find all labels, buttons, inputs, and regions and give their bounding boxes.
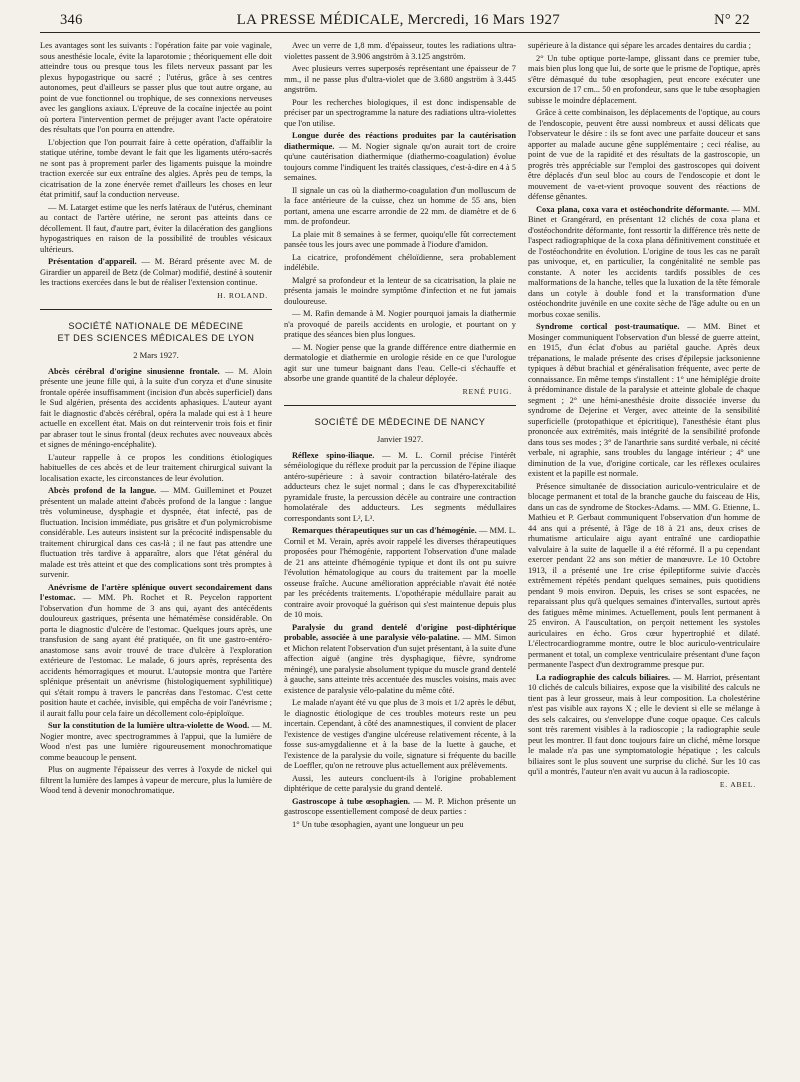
paragraph: Pour les recherches biologiques, il est donc indispensable de préciser par un spectrogramme la nature des radiations ultra-violettes que l'on utilise. — [284, 97, 516, 128]
issue-number: N° 22 — [714, 12, 750, 28]
society-heading: SOCIÉTÉ NATIONALE DE MÉDECINE ET DES SCIENCES MÉDICALES DE LYON — [57, 321, 255, 343]
paragraph: L'auteur rappelle à ce propos les conditions étiologiques habituelles de ces abcès et de leur traitement chirurgical suivant la localisation exacte, les circonstances de leur évolution. — [40, 452, 272, 483]
page-number: 346 — [60, 12, 83, 28]
column-2 — [284, 41, 516, 832]
paragraph: — M. Nogier pense que la grande différence entre diathermie en dermatologie et diathermie en urologie réside en ce que l'urologue agit sur une tumeur baignant dans l'eau. Celle-ci s'échauffe et absorbe une grande quantité de la chaleur déployée. — [284, 342, 516, 383]
paragraph: Avec plusieurs verres superposés représentant une épaisseur de 7 mm., il ne passe plus d'ultra-violet que de 3.680 angström à 3.445 angström. — [284, 64, 516, 94]
paragraph: Le malade n'ayant été vu que plus de 3 mois et 1/2 après le début, le diagnostic étiologique de ces troubles moteurs reste un peu incertain. Cependant, à côté des anamnestiques, il convient de placer l'existence de vestiges d'angine ulcéreuse relativement récente, à la fosse sus-amygdalienne et à la base de la luette à gauche, et l'existence de la paralysie du voile, signature si fréquente du bacille de Loeffler, qu'on ne retrouve plus actuellement aux prélèvements. — [284, 698, 516, 770]
paragraph: Présentation d'appareil. — M. Bérard présente avec M. de Girardier un appareil de Betz (de Colmar) modifié, destiné à soutenir les tractions exercées dans le but de réaliser l'extension continue. — [40, 257, 273, 287]
article-columns — [40, 41, 760, 832]
paragraph: Syndrome cortical post-traumatique. — MM. Binet et Mosinger communiquent l'observation d'un blessé de guerre atteint, en 1915, d'un éclat d'obus au pariétal gauche. Après deux trépanations, le malade présente des crises d'épilepsie jacksonienne typiques à début brachial et généralisation fréquente, avec perte de connaissance. En même temps s'installent : 1° une hémiplégie droite à prédominance distale de la paralysie et atteinte globale de chaque segment ; 2° une hémi-anesthésie droite dissociée inverse du syndrome de Dejerine et Verger, avec atteinte de la sensibilité superficielle (protopathique et épicritique), l'anesthésie étant plus prononcée aux extrémités, mais intégrité de la sensibilité profonde dans tous ses modes ; 3° de l'anarthrie sans surdité verbale, ni cécité verbale, ni agraphie, sans troubles du langage intérieur ; 4° une diminution de la vue, d'origine corticale, car les réflexes oculaires existent et la papille est normale. — [528, 322, 760, 478]
page-header — [40, 12, 760, 33]
society-heading: SOCIÉTÉ DE MÉDECINE DE NANCY — [314, 417, 486, 427]
paragraph: La plaie mit 8 semaines à se fermer, quoiqu'elle fût correctement pansée tous les jours avec une pommade à l'iodure d'amidon. — [284, 229, 516, 249]
paragraph: Gastroscope à tube œsophagien. — M. P. Michon présente un gastroscope essentiellement composé de deux parties : — [284, 796, 516, 816]
paragraph: Abcès cérébral d'origine sinusienne frontale. — M. Aloin présente une jeune fille qui, à la suite d'un coryza et d'une sinusite frontale opérée insuffisamment (incision d'un abcès superficiel) dans le Sud algérien, présenta des accidents aphasiques. L'auteur ayant fait le diagnostic d'abcès cérébral, opéra la malade qui est à 1 heure actuelle en excellent état. Mais on dut reintervenir trois fois et finir par abraser tout le sinus frontal (deux rechutes avec nouveaux abcès et signes de méningo-encéphalite). — [40, 366, 272, 449]
paragraph: supérieure à la distance qui sépare les arcades dentaires du cardia ; — [528, 41, 751, 50]
paragraph: Les avantages sont les suivants : l'opération faite par voie vaginale, sous anesthésie locale, évite la laparotomie ; théoriquement elle doit atteindre tous ou presque tous les filets nerveux passant par les plexus hypogastrique ou sacré ; l'utérus, grâce à ses centres autonomes, peut d'ailleurs se passer plus que tout autre organe, au point de vue fonctionnel ou trophique, de ses connexions nerveuses avec les ganglions axiaux. L'épreuve de la cocaïne injectée au point où portera l'intervention permet de préjuger avant l'acte opératoire des résultats que l'on pourra en attendre. — [40, 41, 272, 134]
paragraph: La radiographie des calculs biliaires. — M. Harriot, présentant 10 clichés de calculs biliaires, expose que la visibilité des calculs ne tient pas à leur grosseur, mais à leur composition. La cholestérine n'est pas visible aux rayons X ; elle le devient si elle se mélange à des sels calcaires, ou s'enveloppe d'une coque opaque. Ces calculs sont très rarement visibles à la radioscopie ; la radiographie seule peut les montrer. Il faut donc toujours faire un cliché, même lorsque le malade n'a pas une symptomatologie hépatique ; les calculs biliaires sont le plus souvent une surprise du cliché. Sur les 10 cas qu'il a montrés, l'auteur n'en avait vu aucun à la radioscopie. — [528, 672, 760, 776]
section-divider — [284, 405, 516, 406]
column-3 — [528, 41, 760, 832]
signature: RENÉ PUIG. — [462, 386, 512, 396]
signature: H. ROLAND. — [217, 290, 268, 300]
paragraph: Abcès profond de la langue. — MM. Guilleminet et Pouzet présentent un malade atteint d'abcès profond de la langue : langue très volumineuse, dysphagie et dyspnée, état infecté, pas de fluctuation. Incision immédiate, pus grisâtre et d'un polymicrobisme considérable. Les auteurs insistent sur la précocité indispensable du traitement chirurgical dans ces cas-là ; il ne faut pas attendre une fluctuation très tardive à apparaître, alors que l'état général du malade est très atteint et que des complications sont très promptes à survenir. — [40, 486, 272, 579]
paragraph: Il signale un cas où la diathermo-coagulation d'un molluscum de la face antérieure de la cuisse, chez un homme de 55 ans, bien portant, amena une escarre arrondie de 22 mm. de diamètre et de 6 mm. de profondeur. — [284, 185, 516, 226]
section-divider — [40, 309, 272, 310]
paragraph: Paralysie du grand dentelé d'origine post-diphtérique probable, associée à une paralysie vélo-palatine. — MM. Simon et Michon relatent l'observation d'un sujet présentant, à la suite d'une affection aiguë (angine très dysphagique, fièvre, syndrome méningé), une paralysie absolument typique du muscle grand dentelé à gauche, sans atteinte très accentuée des muscles voisins, mais avec existence de paralysie vélo-palatine du même côté. — [284, 622, 516, 695]
signature: E. ABEL. — [719, 779, 756, 789]
paragraph: Aussi, les auteurs concluent-ils à l'origine probablement diphtérique de cette paralysie du grand dentelé. — [284, 773, 516, 793]
paragraph: Plus on augmente l'épaisseur des verres à l'oxyde de nickel qui filtrent la lumière des lampes à vapeur de mercure, plus la lumière de Wood tend à devenir monochromatique. — [40, 765, 272, 795]
paragraph: Remarques thérapeutiques sur un cas d'hémogénie. — MM. L. Cornil et M. Verain, après avoir rappelé les diverses thérapeutiques proposées pour l'hémogénie, rapportent l'observation d'une malade de 21 ans atteinte d'hémogénie typique et dont ils ont pu suivre l'évolution hématologique au cours du traitement par la moelle osseuse fraîche. Aucune amélioration appréciable n'avait été notée par les précédents traitements. L'opothérapie médullaire parait au contraire avoir provoqué la guérison qui s'est maintenue depuis plus de 10 mois. — [284, 526, 517, 619]
paragraph: Grâce à cette combinaison, les déplacements de l'optique, au cours de l'endoscopie, peuvent être aussi nombreux et aussi délicats que l'observateur le désire : ils se font avec une parfaite douceur et sans apporter au malade aucune gêne supplémentaire ; ceci réalise, au point de vue de la rapidité et des résultats de la gastroscopie, un progrès très appréciable sur l'emploi des gastroscopes qui doivent être déplacés d'un seul bloc au cours de l'endoscopie et dont le mouvement de va-et-vient provoque souvent des réactions de défense gênantes. — [528, 108, 760, 201]
paragraph: Coxa plana, coxa vara et ostéochondrite déformante. — MM. Binet et Grangérard, en présentant 12 clichés de coxa plana et d'ostéochondrite déformante, font ressortir la différence très nette de l'aspect radiographique de la coxa plana définitivement constituée et de l'ostéochondrite en évolution. L'origine de tous les cas ne paraît pas univoque, et, en particulier, la congénitalité ne semble pas constante. A noter les accidents tardifs possibles de ces malformations de la hanche, telles que la luxation de la tête fémorale dans un cotyle à double fond et la transformation d'une ostéochondrite juvénile en une coxite sèche de l'âge adulte ou en un morbus coxae senilis. — [528, 204, 760, 319]
session-date: 2 Mars 1927. — [133, 350, 179, 360]
paragraph: — M. Latarget estime que les nerfs latéraux de l'utérus, cheminant au contact de l'artère utérine, ne seront pas atteints dans ce décollement. Il faut, d'autre part, éviter la dilacération des ganglions hypogastriques en raison de la possibilité de troubles vésicaux ultérieurs. — [40, 202, 272, 254]
session-date: Janvier 1927. — [376, 434, 424, 444]
paragraph: 1° Un tube œsophagien, ayant une longueur un peu — [292, 819, 464, 829]
paragraph: Longue durée des réactions produites par la cautérisation diathermique. — M. Nogier signale qu'on aurait tort de croire qu'une cautérisation diathermique (diathermo-coagulation) évolue toujours comme l'indiquent les traités classiques, c'est-à-dire en 4 à 5 semaines. — [284, 131, 516, 182]
paragraph: Sur la constitution de la lumière ultra-violette de Wood. — M. Nogier montre, avec spectrogrammes à l'appui, que la lumière de Wood n'est pas une lumière rigoureusement monochromatique comme beaucoup le pensent. — [40, 721, 272, 762]
paragraph: Réflexe spino-iliaque. — M. L. Cornil précise l'intérêt séméiologique du réflexe produit par la percussion de l'épine iliaque antéro-supérieure : à savoir contraction bilatéro-latérale des adducteurs chez le sujet normal ; dans le cas d'hyperexcitabilité pyramidale fruste, la percussion décèle au contraire une contraction homolatérale des adducteurs. Les segments médullaires correspondants sont L², L³. — [284, 450, 516, 523]
paragraph: Présence simultanée de dissociation auriculo-ventriculaire et de blocage permanent et total de la branche gauche du faisceau de His, dans un cas de syndrome de Stockes-Adams. — MM. G. Etienne, L. Mathieu et P. Gerbaut communiquent l'observation d'un homme de 44 ans qui a présenté, à l'âge de 18 à 21 ans, deux crises de rhumatisme articulaire aigu ayant entraîné une cardiopathie valvulaire à la suite de laquelle il a été réformé. Il a pu cependant exercer pendant 22 ans son métier de manœuvre. Le 10 Octobre 1913, il a présenté une 1re crise épileptiforme suivie d'accès extrêmement répétés pendant quelques semaines, puis quotidiens pendant 9 mois environ. Depuis, les crises se sont espacées, ne reparaissant plus qu'à quelques semaines d'intervalles, surtout après des fatigues même minimes. Actuellement, pouls lent permanent à 25 environ. A l'auscultation, on perçoit nettement les systoles auriculaires en écho. Gros cœur hypertrophié et dilaté. L'électrocardiogramme montre, outre le bloc auriculo-ventriculaire permanent et total, un complexe ventriculaire présentant d'une façon permanente l'aspect d'un dextrogramme presque pur. — [528, 481, 760, 669]
paragraph: 2° Un tube optique porte-lampe, glissant dans ce premier tube, mais bien plus long que lui, de sorte que le prisme de l'optique, après s'être démasqué du tube œsophagien, peut encore exécuter une excursion de 17 cm... 50 en profondeur, sans que le tube œsophagien subisse le moindre déplacement. — [528, 53, 760, 105]
paragraph: La cicatrice, profondément chéloïdienne, sera probablement indélébile. — [284, 252, 516, 272]
paragraph: Anévrisme de l'artère splénique ouvert secondairement dans l'estomac. — MM. Ph. Rochet et R. Peycelon rapportent l'observation d'un homme de 3 ans qui, ayant des antécédents douloureux gastriques, présenta une hématémèse considérable. On porta le diagnostic d'ulcère de l'estomac. Quelques jours après, une transfusion de sang ayant été pratiquée, on fit une gastro-entéro-anastomose sans avoir trouvé de trace d'ulcère à l'exploration extérieure de l'estomac. Le malade, 6 jours après, représenta des accidents hémorragiques et mourut. L'autopsie montra que l'artère splénique présentait un anévrisme (histologiquement syphilitique) qui s'était rompu à travers le pancréas dans l'estomac. C'est cette position haute et cachée, invisible, qui empêcha de voir l'anévrisme ; il aurait fallu pour cela faire un décollement colo-épiploïque. — [40, 582, 272, 718]
paragraph: Malgré sa profondeur et la lenteur de sa cicatrisation, la plaie ne présenta jamais le moindre symptôme d'infection et ne fut jamais douloureuse. — [284, 275, 516, 306]
paragraph: Avec un verre de 1,8 mm. d'épaisseur, toutes les radiations ultra-violettes passent de 3.906 angström à 3.125 angström. — [284, 41, 516, 61]
column-1 — [40, 41, 272, 832]
journal-title: LA PRESSE MÉDICALE, Mercredi, 16 Mars 1927 — [236, 12, 561, 28]
paragraph: L'objection que l'on pourrait faire à cette opération, d'affaiblir la statique utérine, tombe devant le fait que les ligaments utéro-sacrés ne sont pas à proprement parler des ligaments puisque la moindre traction exercée sur eux entraîne des algies. Après peu de temps, la cicatrisation de la zone énervée remet d'ailleurs les choses en leur état primitif, sauf la conduction nerveuse. — [40, 137, 272, 199]
paragraph: — M. Rafin demande à M. Nogier pourquoi jamais la diathermie n'a provoqué de pareils accidents en urologie, et pourtant on y pratique des séances bien plus longues. — [284, 309, 516, 339]
